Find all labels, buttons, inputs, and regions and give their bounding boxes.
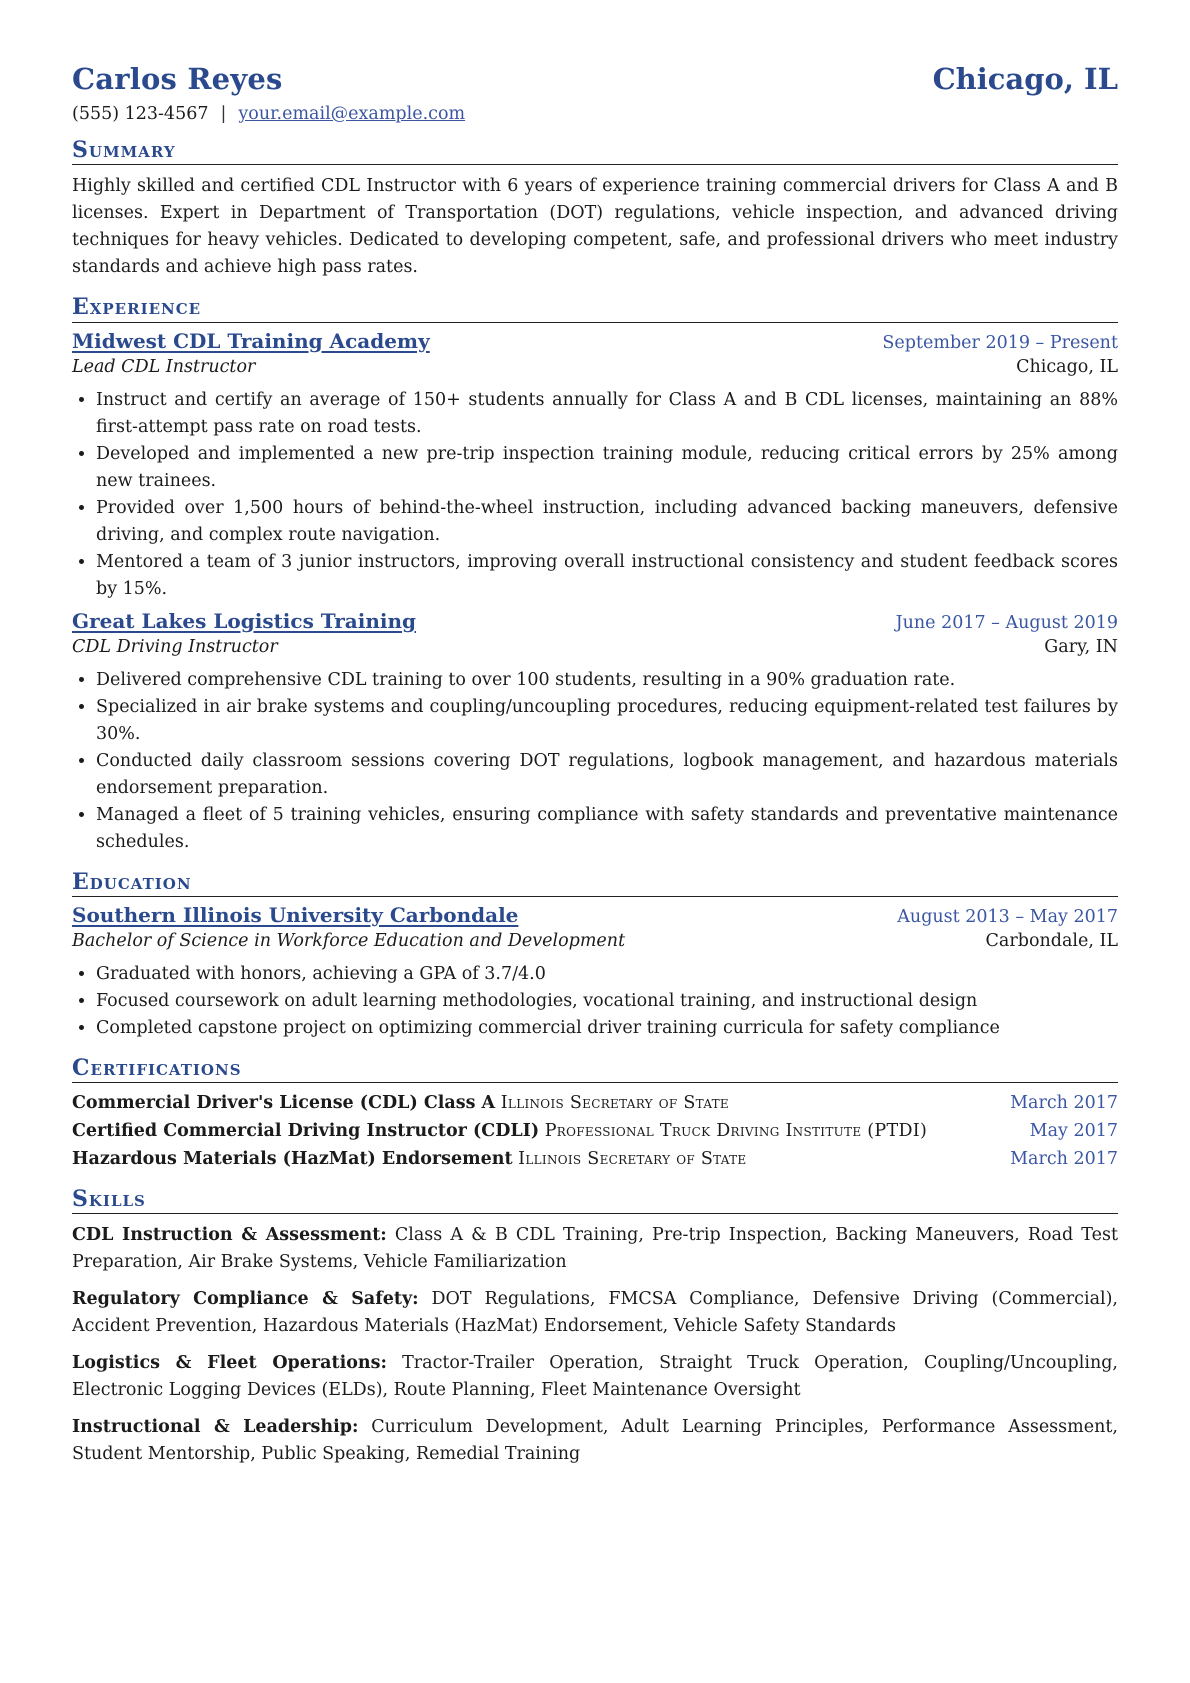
section-title-summary: Summary [72, 138, 1118, 165]
skill-group [72, 1350, 1118, 1404]
skill-group [72, 1414, 1118, 1468]
certification-date: March 2017 [1010, 1093, 1118, 1114]
achievement-item: • Provided over 1,500 hours of behind-the-wheel instruction, including advanced backing maneuvers, defensive driving, and complex route navigation. [96, 495, 1118, 549]
certification-issuer: Illinois Secretary of State [518, 1149, 747, 1170]
certification-issuer: Professional Truck Driving Institute (PTDI) [544, 1121, 928, 1142]
skill-items: DOT Regulations, FMCSA Compliance, Defensive Driving (Commercial), Accident Prevention, Hazardous Materials (HazMat) Endorsement, Vehicle Safety Standards [72, 1289, 1118, 1337]
degree-title: Bachelor of Science in Workforce Education and Development [72, 930, 626, 951]
achievement-list [72, 667, 1118, 856]
achievement-item: • Developed and implemented a new pre-trip inspection training module, reducing critical errors by 25% among new trainees. [96, 441, 1118, 495]
candidate-name: Carlos Reyes [72, 62, 283, 96]
employment-dates: September 2019 – Present [882, 332, 1118, 353]
skill-items: Curriculum Development, Adult Learning Principles, Performance Assessment, Student Mentorship, Public Speaking, Remedial Training [72, 1417, 1118, 1465]
education-dates: August 2013 – May 2017 [897, 906, 1118, 927]
skill-category: Regulatory Compliance & Safety: [72, 1289, 419, 1310]
education-item: • Graduated with honors, achieving a GPA of 3.7/4.0 [96, 961, 1118, 988]
job-location: Gary, IN [1044, 636, 1118, 657]
experience-entry [72, 329, 1118, 603]
skill-category: Logistics & Fleet Operations: [72, 1353, 387, 1374]
certification-issuer: Illinois Secretary of State [500, 1093, 729, 1114]
achievement-list [72, 387, 1118, 603]
employer-link[interactable]: Great Lakes Logistics Training [72, 608, 416, 633]
achievement-item: • Managed a fleet of 5 training vehicles, ensuring compliance with safety standards and preventative maintenance schedules. [96, 802, 1118, 856]
certification-item [72, 1089, 1118, 1117]
section-title-skills: Skills [72, 1187, 1118, 1214]
phone-number: (555) 123-4567 [72, 104, 209, 124]
resume-header [72, 62, 1118, 96]
skill-items: Class A & B CDL Training, Pre-trip Inspection, Backing Maneuvers, Road Test Preparation, Air Brake Systems, Vehicle Familiarization [72, 1225, 1118, 1273]
section-title-experience: Experience [72, 295, 1118, 322]
certification-name: Certified Commercial Driving Instructor (CDLI) [72, 1121, 540, 1142]
contact-separator: | [220, 104, 227, 124]
achievement-item: • Delivered comprehensive CDL training to over 100 students, resulting in a 90% graduation rate. [96, 667, 1118, 694]
certification-list [72, 1089, 1118, 1173]
employer-link[interactable]: Midwest CDL Training Academy [72, 328, 430, 353]
certification-date: May 2017 [1029, 1121, 1118, 1142]
skills-list [72, 1222, 1118, 1468]
achievement-item: • Specialized in air brake systems and coupling/uncoupling procedures, reducing equipment-related test failures by 30%. [96, 694, 1118, 748]
education-entry [72, 903, 1118, 1042]
education-item: • Completed capstone project on optimizing commercial driver training curricula for safety compliance [96, 1015, 1118, 1042]
skill-items: Tractor-Trailer Operation, Straight Truck Operation, Coupling/Uncoupling, Electronic Logging Devices (ELDs), Route Planning, Fleet Maintenance Oversight [72, 1353, 1118, 1401]
school-location: Carbondale, IL [985, 930, 1118, 951]
contact-line [72, 104, 1118, 124]
experience-entry [72, 609, 1118, 856]
summary-text: Highly skilled and certified CDL Instructor with 6 years of experience training commercial drivers for Class A and B licenses. Expert in Department of Transportation (DOT) regulations, vehicle inspection, and advanced driving techniques for heavy vehicles. Dedicated to developing competent, safe, and professional drivers who meet industry standards and achieve high pass rates. [72, 176, 1118, 278]
achievement-item: • Mentored a team of 3 junior instructors, improving overall instructional consistency and student feedback scores by 15%. [96, 549, 1118, 603]
achievement-item: • Instruct and certify an average of 150+ students annually for Class A and B CDL licenses, maintaining an 88% first-attempt pass rate on road tests. [96, 387, 1118, 441]
certification-item [72, 1117, 1118, 1145]
school-link[interactable]: Southern Illinois University Carbondale [72, 902, 519, 927]
skill-category: CDL Instruction & Assessment: [72, 1225, 387, 1246]
education-highlights [72, 961, 1118, 1042]
certification-name: Commercial Driver's License (CDL) Class A [72, 1093, 496, 1114]
skill-group [72, 1222, 1118, 1276]
certification-name: Hazardous Materials (HazMat) Endorsement [72, 1149, 513, 1170]
skill-category: Instructional & Leadership: [72, 1417, 359, 1438]
section-title-education: Education [72, 870, 1118, 897]
certification-date: March 2017 [1010, 1149, 1118, 1170]
skill-group [72, 1286, 1118, 1340]
section-title-certifications: Certifications [72, 1056, 1118, 1083]
job-title: CDL Driving Instructor [72, 636, 278, 657]
education-item: • Focused coursework on adult learning methodologies, vocational training, and instructional design [96, 988, 1118, 1015]
achievement-item: • Conducted daily classroom sessions covering DOT regulations, logbook management, and hazardous materials endorsement preparation. [96, 748, 1118, 802]
job-location: Chicago, IL [1016, 356, 1118, 377]
candidate-location: Chicago, IL [932, 62, 1118, 96]
email-link[interactable]: your.email@example.com [238, 104, 466, 124]
employment-dates: June 2017 – August 2019 [895, 612, 1118, 633]
job-title: Lead CDL Instructor [72, 356, 256, 377]
certification-item [72, 1145, 1118, 1173]
